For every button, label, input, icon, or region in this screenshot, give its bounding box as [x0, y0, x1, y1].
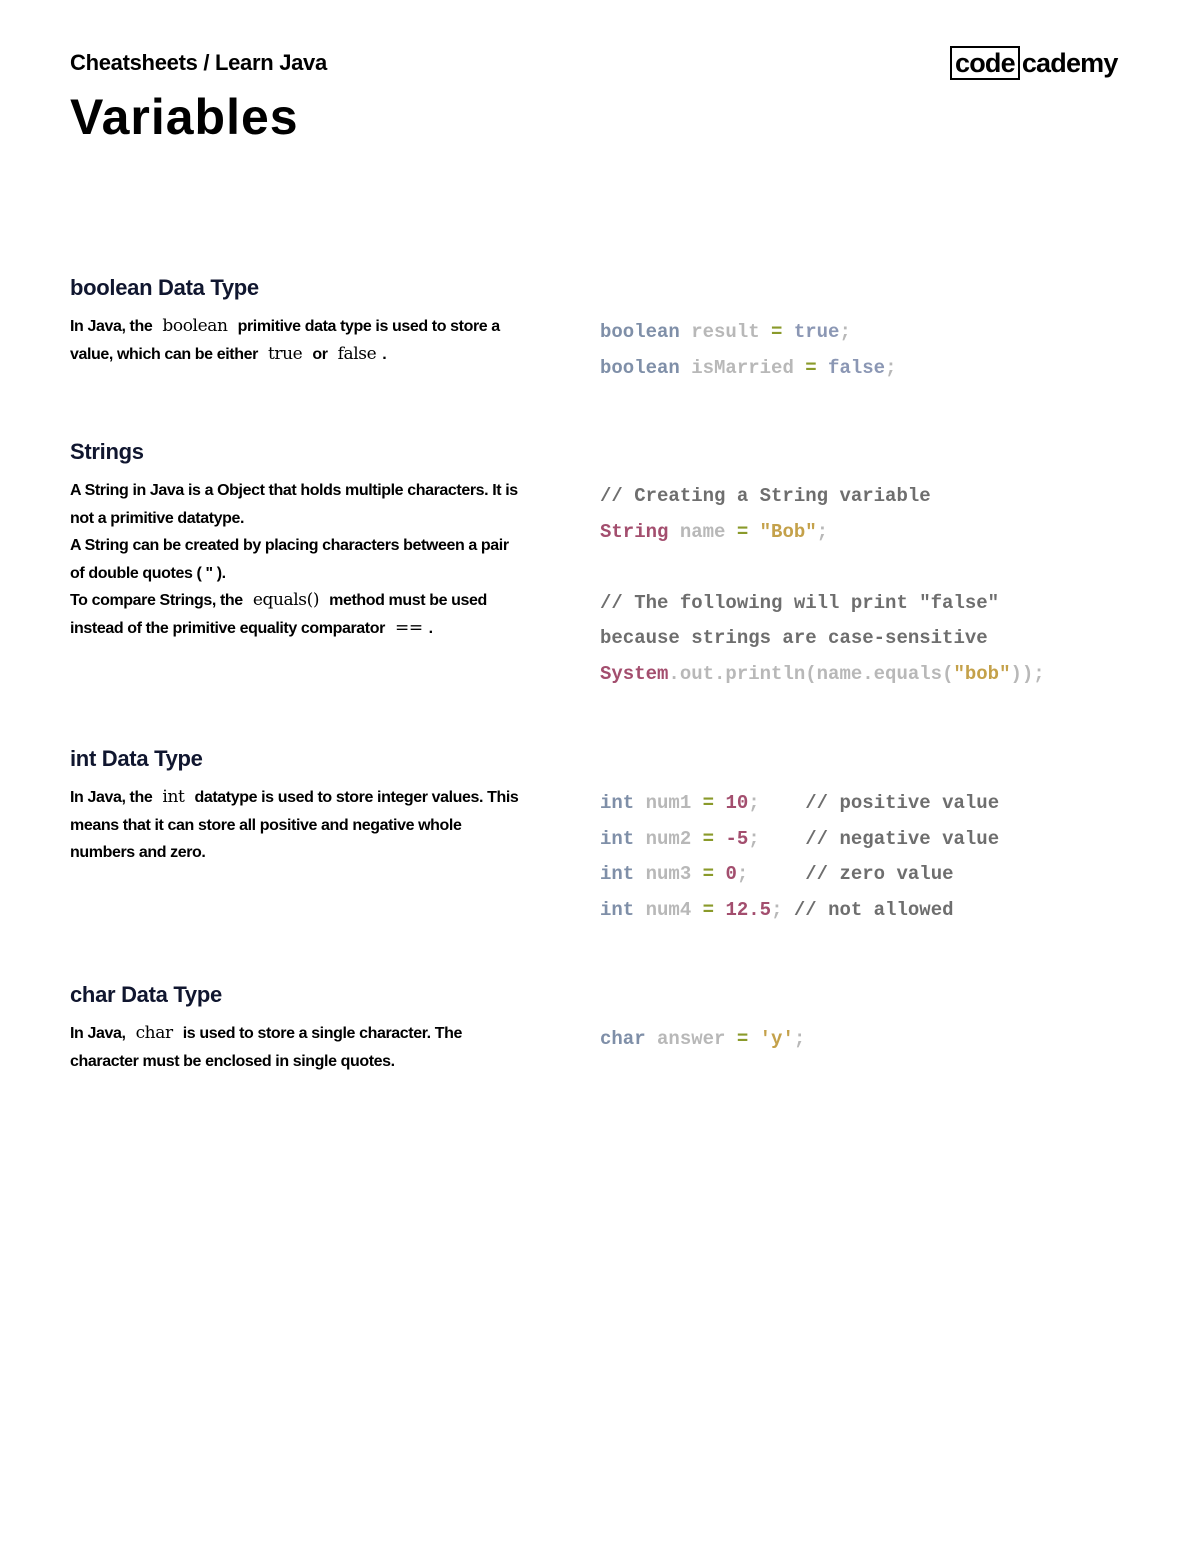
inline-code: boolean: [162, 316, 228, 336]
code-line: boolean isMarried = false;: [600, 356, 897, 379]
logo-rest-text: cademy: [1021, 48, 1118, 78]
section-strings: [70, 439, 1130, 685]
code-line: char answer = 'y';: [600, 1028, 806, 1050]
code-line: // Creating a String variable: [600, 485, 931, 507]
code-line: int num3 = 0; // zero value: [600, 863, 954, 885]
code-line: [600, 550, 1045, 586]
code-line: int num4 = 12.5; // not allowed: [600, 898, 954, 921]
section-description: In Java, the boolean primitive data type is used to store a value, which can be either true or false .: [70, 316, 500, 364]
code-line: int num1 = 10; // positive value: [600, 792, 1000, 814]
logo-boxed-text: code: [950, 46, 1020, 80]
section-description: A String in Java is a Object that holds multiple characters. It is not a primitive datatype. A String can be created by placing characters between a pair of double quotes ( " ). To compare Strings, the equals() method must be used instead of the primitive equality comparator == .: [70, 482, 518, 638]
code-line: int num2 = -5; // negative value: [600, 827, 1000, 850]
section-boolean: [70, 275, 1130, 379]
code-block: [600, 786, 999, 928]
code-block: [600, 1022, 805, 1058]
code-block: [600, 479, 1045, 692]
section-char: [70, 982, 1130, 1070]
code-block: [600, 315, 896, 386]
section-description: In Java, the int datatype is used to store integer values. This means that it can store all positive and negative whole numbers and zero.: [70, 787, 519, 861]
inline-code: equals(): [252, 590, 320, 610]
code-line: // The following will print "false": [600, 591, 1000, 614]
section-description: In Java, char is used to store a single character. The character must be enclosed in single quotes.: [70, 1023, 462, 1070]
inline-code: true: [267, 343, 303, 364]
code-line: String name = "Bob";: [600, 520, 829, 543]
breadcrumb[interactable]: Cheatsheets / Learn Java: [70, 50, 327, 75]
code-line: because strings are case-sensitive: [600, 627, 988, 649]
codecademy-logo[interactable]: [950, 46, 1118, 80]
code-line: System.out.println(name.equals("bob"));: [600, 662, 1045, 685]
inline-code: ==: [394, 617, 423, 638]
section-title: char Data Type: [70, 982, 222, 1007]
section-title: int Data Type: [70, 746, 203, 771]
section-title: boolean Data Type: [70, 275, 259, 300]
code-line: boolean result = true;: [600, 321, 851, 343]
inline-code: false: [337, 343, 377, 364]
section-title: Strings: [70, 439, 144, 464]
page-title: Variables: [70, 89, 299, 145]
inline-code: char: [135, 1023, 173, 1043]
section-int: [70, 746, 1130, 921]
inline-code: int: [162, 787, 185, 807]
